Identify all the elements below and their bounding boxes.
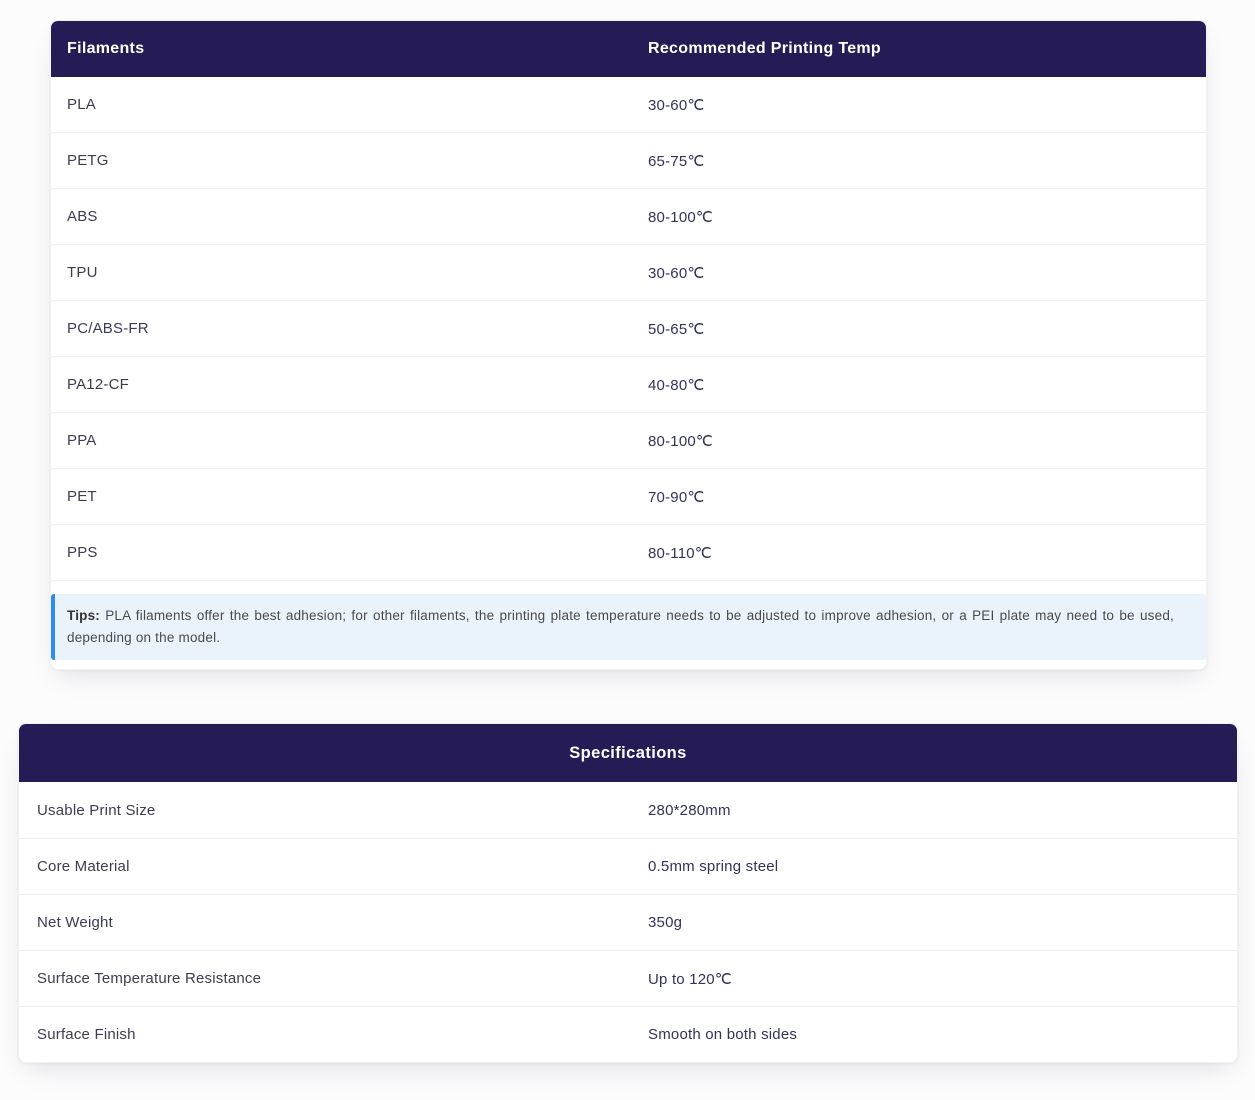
filament-temp: 30-60℃ xyxy=(648,264,705,282)
filament-table-card xyxy=(50,20,1207,670)
column-header-temp: Recommended Printing Temp xyxy=(648,40,882,57)
filament-name: TPU xyxy=(67,264,98,281)
spec-table-card xyxy=(18,723,1238,1063)
filament-row xyxy=(51,133,1206,189)
filament-row xyxy=(51,301,1206,357)
spec-name: Net Weight xyxy=(37,914,113,931)
filament-temp: 65-75℃ xyxy=(648,152,705,170)
filament-row xyxy=(51,77,1206,133)
spec-value: 350g xyxy=(648,914,683,931)
filament-temp: 70-90℃ xyxy=(648,488,705,506)
filament-temp: 80-110℃ xyxy=(648,544,712,562)
spec-value: Smooth on both sides xyxy=(648,1026,798,1043)
spec-name: Usable Print Size xyxy=(37,801,156,819)
filament-row xyxy=(51,413,1206,469)
filament-row xyxy=(51,189,1206,245)
filament-name: PET xyxy=(67,488,97,505)
spec-name: Surface Temperature Resistance xyxy=(37,970,262,987)
filament-name: PA12-CF xyxy=(67,376,129,393)
tips-callout xyxy=(51,594,1206,660)
filament-name: PPS xyxy=(67,544,98,561)
filament-row xyxy=(51,357,1206,413)
spec-row xyxy=(19,838,1237,894)
spec-name: Surface Finish xyxy=(37,1026,136,1043)
filament-name: PETG xyxy=(67,152,109,169)
spec-row xyxy=(19,894,1237,950)
spec-row xyxy=(19,950,1237,1006)
filament-temp: 80-100℃ xyxy=(648,208,713,226)
filament-table-header xyxy=(51,21,1206,77)
spec-value: Up to 120℃ xyxy=(648,970,732,988)
filament-temp: 40-80℃ xyxy=(648,376,705,394)
spec-value: 0.5mm spring steel xyxy=(648,858,779,875)
filament-temp: 80-100℃ xyxy=(648,432,713,450)
filament-name: ABS xyxy=(67,208,98,225)
tips-text: PLA filaments offer the best adhesion; for other filaments, the printing plate temperature needs to be adjusted to improve adhesion, or a PEI plate may need to be used, depending on the model. xyxy=(67,608,1174,645)
spec-name: Core Material xyxy=(37,858,130,875)
filament-name: PLA xyxy=(67,96,96,113)
filament-row xyxy=(51,245,1206,301)
filament-name: PC/ABS-FR xyxy=(67,320,149,337)
spec-value: 280*280mm xyxy=(648,801,731,819)
tips-label: Tips: xyxy=(67,608,101,623)
spec-table-header xyxy=(19,724,1237,782)
filament-name: PPA xyxy=(67,432,97,449)
filament-row xyxy=(51,469,1206,525)
column-header-filaments: Filaments xyxy=(67,40,145,57)
filament-temp: 50-65℃ xyxy=(648,320,705,338)
spec-table-title: Specifications xyxy=(569,743,687,762)
spec-row xyxy=(19,1006,1237,1062)
filament-row xyxy=(51,525,1206,581)
spec-row xyxy=(19,782,1237,838)
filament-temp: 30-60℃ xyxy=(648,96,705,114)
